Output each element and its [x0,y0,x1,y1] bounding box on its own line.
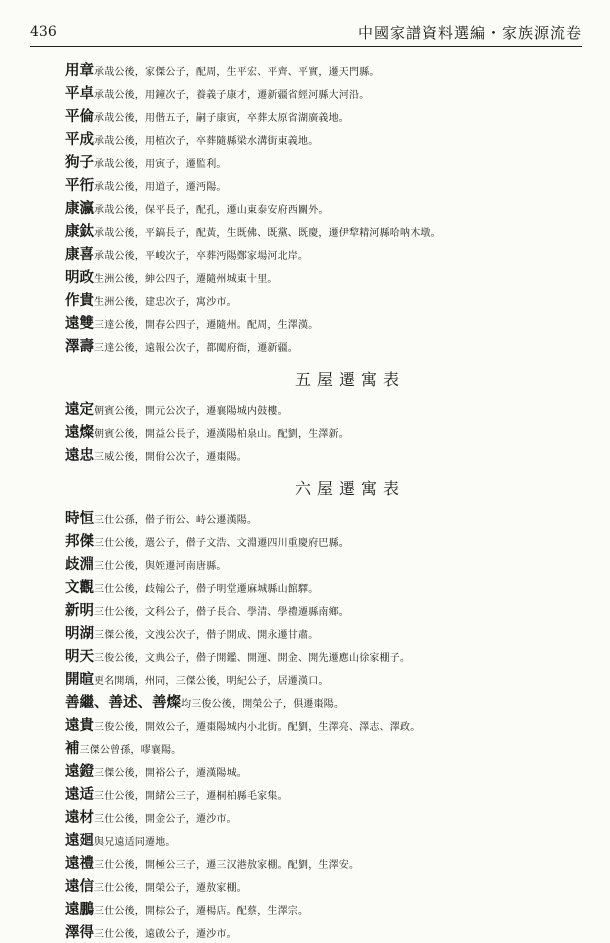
entry-name: 開暄 [65,671,94,688]
entry-row [65,127,585,150]
entry-description: 均三俊公後，開榮公子，俱遷棗陽。 [181,699,345,710]
entry-row [65,58,585,81]
entry-name: 用章 [65,62,94,79]
entry-description: 承哉公後，用寅子，遷監利。 [94,159,227,170]
entry-description: 承哉公後，用植次子，卒葬隨縣梁水溝街東義地。 [94,136,319,147]
entry-name: 明天 [65,648,94,665]
entry-description: 三仕公後，開金公子，遷沙市。 [94,814,237,825]
entry-description: 朝賓公後，開元公次子，遷襄陽城内鼓樓。 [94,406,288,417]
entry-row [65,920,585,943]
entry-description: 承哉公後，平峻次子，卒葬沔陽鄭家場河北岸。 [94,251,309,262]
entry-row [65,288,585,311]
entry-description: 三達公後，遠報公次子，都闖府衙，遷新疆。 [94,343,298,354]
entry-name: 遠貴 [65,717,94,734]
entry-name: 康鈦 [65,223,94,240]
entry-name: 遠定 [65,401,94,418]
entry-description: 三傑公後，文洩公次子，僣子開成、開永遷甘肅。 [94,630,319,641]
entry-description: 三仕公後，歧翰公子，僣子明堂遷麻城縣山館驛。 [94,584,319,595]
entry-name: 歧淵 [65,556,94,573]
entry-row [65,150,585,173]
section-untitled [65,58,585,357]
entry-row [65,420,585,443]
entry-description: 朝賓公後，開益公長子，遷漢陽柏泉山。配劉，生澤新。 [94,429,349,440]
entry-description: 三傑公曾孫，嘐襄陽。 [79,745,182,756]
entry-row [65,736,585,759]
entry-row [65,265,585,288]
section-title-five-house: 五屋遷寓表 [294,370,405,389]
entry-name: 平倫 [65,108,94,125]
entry-description: 三仕公後，文科公子，僣子長合、學清、學禮遷縣南鄉。 [94,607,349,618]
page-header [30,22,582,47]
entry-description: 生洲公後，紳公四子，遷隨州城東十里。 [94,274,278,285]
entry-name: 善繼、善述、善燦 [65,694,181,711]
entry-description: 三仕公後，開緒公三子，遷桐柏縣毛家集。 [94,791,288,802]
section-five-house [65,397,585,466]
entry-name: 遠廻 [65,832,94,849]
entry-description: 生洲公後，建忠次子，寓沙市。 [94,297,237,308]
entry-description: 三仕公後，遠啟公子，遷沙市。 [94,929,237,940]
entry-description: 承哉公後，家傑公子，配周，生平宏、平齊、平實，遷天門縣。 [94,67,380,78]
entry-row [65,621,585,644]
entry-row [65,104,585,127]
entry-description: 更名開瑀，州同，三傑公後，明紀公子，居遷漢口。 [94,676,329,687]
entry-description: 三仕公後，開榮公子，遷敖家棚。 [94,883,247,894]
entry-description: 與兄遠适同遷地。 [94,837,176,848]
entry-row [65,506,585,529]
entry-row [65,805,585,828]
entry-description: 三仕公後，與姪遷河南唐縣。 [94,561,227,572]
entry-row [65,311,585,334]
entry-row [65,828,585,851]
entry-description: 三仕公後，開棕公子，遷楊店。配蔡，生澤宗。 [94,906,309,917]
entry-name: 康瀛 [65,200,94,217]
entry-name: 康喜 [65,246,94,263]
entry-name: 遠燦 [65,424,94,441]
entry-name: 遠材 [65,809,94,826]
entry-row [65,667,585,690]
entry-name: 邦傑 [65,533,94,550]
entry-row [65,644,585,667]
running-title: 中國家譜資料選編・家族源流卷 [357,24,582,42]
section-title-six-house: 六屋遷寓表 [294,479,405,498]
entry-name: 明湖 [65,625,94,642]
entry-name: 明政 [65,269,94,286]
entry-name: 平成 [65,131,94,148]
entry-description: 三傑公後，開裕公子，遷漢陽城。 [94,768,247,779]
page-content [65,58,585,943]
entry-row [65,242,585,265]
entry-description: 三仕公後，選公子，僣子文浩、文淵遷四川重慶府巴縣。 [94,538,349,549]
entry-row [65,713,585,736]
entry-row [65,196,585,219]
entry-description: 承哉公後，保平長子，配孔，遷山東泰安府西關外。 [94,205,329,216]
entry-row [65,598,585,621]
entry-name: 遠鐙 [65,763,94,780]
entry-name: 補 [65,740,80,757]
entry-description: 三仕公孫，僣子衎公、峙公遷漢陽。 [94,515,258,526]
entry-row [65,334,585,357]
entry-name: 作貴 [65,292,94,309]
entry-name: 新明 [65,602,94,619]
entry-description: 承哉公後，平鎬長子，配黃，生既佛、既黨、既慶，遷伊犂精河縣哈呐木墩。 [94,228,441,239]
entry-description: 承哉公後，用道子，遷沔陽。 [94,182,227,193]
entry-row [65,443,585,466]
entry-name: 時恒 [65,510,94,527]
entry-name: 澤得 [65,924,94,941]
section-six-house [65,506,585,943]
entry-row [65,529,585,552]
entry-description: 三俊公後，文典公子，僣子開鑑、開運、開金、開先遷應山徐家棚子。 [94,653,411,664]
entry-row [65,690,585,713]
entry-row [65,397,585,420]
entry-row [65,782,585,805]
entry-row [65,851,585,874]
entry-description: 三達公後，開春公四子，遷隨州。配周，生澤漢。 [94,320,319,331]
entry-name: 遠雙 [65,315,94,332]
entry-name: 澤壽 [65,338,94,355]
entry-description: 承哉公後，用鐘次子，養義子康才，遷新疆省經河縣大河沿。 [94,90,370,101]
entry-row [65,552,585,575]
entry-name: 遠信 [65,878,94,895]
entry-name: 文觀 [65,579,94,596]
entry-description: 三威公後，開佾公次子，遷棗陽。 [94,452,247,463]
entry-row [65,759,585,782]
entry-row [65,81,585,104]
entry-name: 遠禮 [65,855,94,872]
entry-row [65,874,585,897]
entry-description: 承哉公後，用偕五子，嗣子康寅，卒葬太原省湖廣義地。 [94,113,349,124]
entry-description: 三仕公後，開極公三子，遷三汉港敖家棚。配劉，生澤安。 [94,860,360,871]
entry-name: 遠鵬 [65,901,94,918]
entry-description: 三俊公後，開效公子，遷棗陽城内小北街。配劉，生澤亮、澤志、澤政。 [94,722,421,733]
entry-row [65,219,585,242]
entry-name: 狗子 [65,154,94,171]
entry-row [65,575,585,598]
entry-row [65,173,585,196]
entry-name: 遠忠 [65,447,94,464]
page-number: 436 [30,24,57,40]
entry-name: 平卓 [65,85,94,102]
entry-name: 遠适 [65,786,94,803]
entry-name: 平衎 [65,177,94,194]
